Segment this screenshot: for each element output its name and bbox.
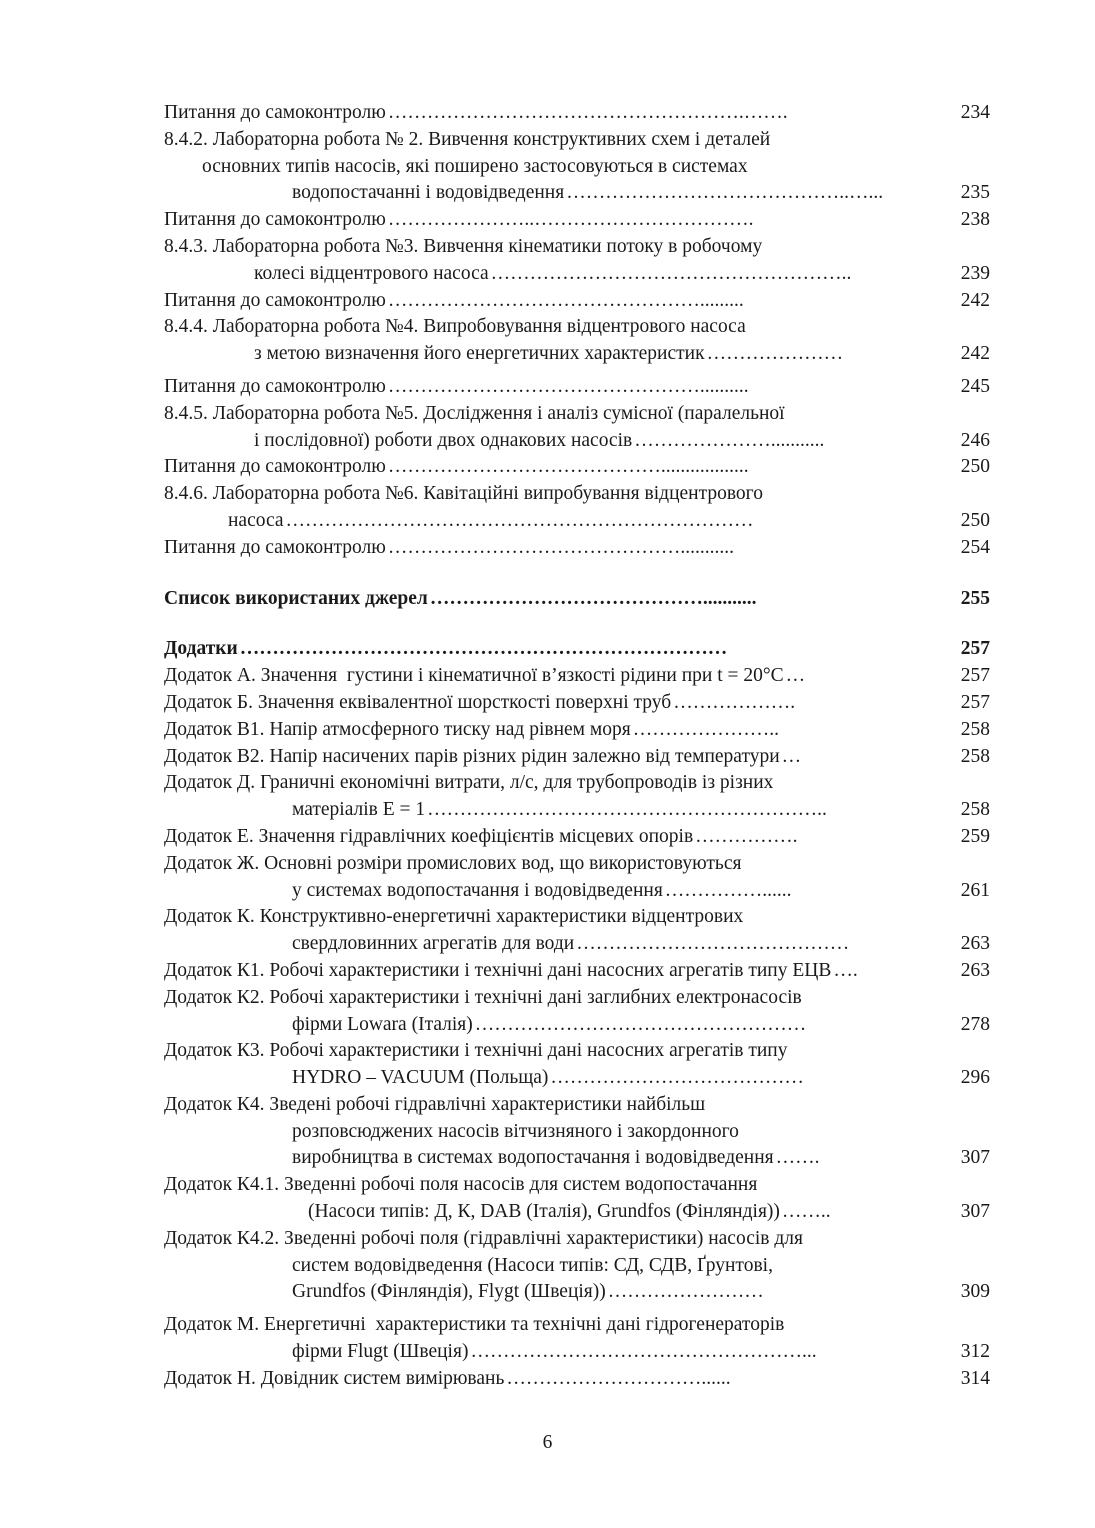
toc-entry[interactable] [164,1366,990,1393]
toc-page-number: 263 [960,959,990,981]
toc-leader-dots: … [781,745,802,767]
toc-line [164,1119,990,1146]
toc-leader-dots: ……………………………………........... [429,587,757,609]
toc-line [164,663,990,690]
toc-page-number: 258 [960,718,990,740]
toc-entry-title: Додаток К2. Робочі характеристики і технічні дані заглибних електронасосів [164,986,802,1008]
toc-leader-dots: ……………………………………..…... [566,182,884,204]
toc-entry[interactable] [164,1038,990,1092]
toc-leader-dots: …. [833,959,858,981]
toc-entry[interactable] [164,824,990,851]
toc-line [164,535,990,562]
toc-line [164,207,990,234]
toc-leader-dots: ……………………………………………….. [490,262,852,284]
table-of-contents [164,100,990,1393]
toc-page-number: 238 [960,209,990,231]
toc-line [164,717,990,744]
toc-entry-title: Додаток Б. Значення еквівалентної шорсткості поверхні труб [164,691,672,713]
toc-page-number: 239 [960,262,990,284]
toc-entry-title: Додаток К3. Робочі характеристики і технічні дані насосних агрегатів типу [164,1040,788,1062]
toc-line [164,1172,990,1199]
toc-line [164,636,990,663]
toc-entry-title: насоса [228,509,284,531]
toc-entry-title: (Насоси типів: Д, К, DAB (Італія), Grundfos (Фінляндія)) [308,1201,780,1223]
toc-entry-title: Додаток К. Конструктивно-енергетичні характеристики відцентрових [164,906,744,928]
toc-entry[interactable] [164,1226,990,1306]
toc-entry-title: з метою визначення його енергетичних характеристик [254,343,705,365]
toc-leader-dots: ………………………………………………………………… [239,638,728,660]
toc-entry-title: систем водовідведення (Насоси типів: СД, СДВ, Ґрунтові, [292,1254,773,1276]
toc-entry-title: Додаток Е. Значення гідравлічних коефіцієнтів місцевих опорів [164,825,694,847]
toc-entry-title: Питання до самоконтролю [164,375,386,397]
toc-leader-dots: … [785,665,806,687]
toc-entry-title: свердловинних агрегатів для води [292,933,575,955]
toc-entry-title: Додаток Д. Граничні економічні витрати, л/с, для трубопроводів із різних [164,772,774,794]
toc-entry[interactable] [164,985,990,1039]
toc-line [164,234,990,261]
toc-line [164,1339,990,1366]
toc-line [164,1226,990,1253]
toc-line [164,154,990,181]
toc-line [164,1092,990,1119]
toc-entry[interactable] [164,1172,990,1226]
toc-page-number: 257 [960,665,990,687]
toc-entry-title: фірми Lowara (Італія) [292,1013,473,1035]
toc-entry-title: 8.4.2. Лабораторна робота № 2. Вивчення конструктивних схем і деталей [164,128,771,150]
toc-line [164,1145,990,1172]
toc-page-number: 307 [960,1201,990,1223]
toc-leader-dots: ………………… [706,343,844,365]
toc-line [164,824,990,851]
toc-entry-title: Додатки [164,638,238,660]
toc-leader-dots: ……. [775,1147,820,1169]
toc-entry-title: Список використаних джерел [164,587,428,609]
toc-leader-dots: ……………………………………………... [470,1341,817,1363]
toc-entry[interactable] [164,454,990,481]
toc-page-number: 258 [960,745,990,767]
toc-line [164,586,990,613]
toc-entry-title: Додаток К4. Зведені робочі гідравлічні характеристики найбільш [164,1093,706,1115]
toc-entry[interactable] [164,207,990,234]
toc-entry[interactable] [164,100,990,127]
toc-entry[interactable] [164,535,990,562]
toc-entry[interactable] [164,481,990,535]
toc-leader-dots: …………………..……………………………. [387,209,754,231]
toc-entry[interactable] [164,234,990,288]
toc-entry-title: основних типів насосів, які поширено застосовуються в системах [202,155,748,177]
toc-page-number: 312 [960,1341,990,1363]
toc-page-number: 263 [960,933,990,955]
toc-page-number: 278 [960,1013,990,1035]
toc-line [164,931,990,958]
toc-leader-dots: ……………...... [664,879,792,901]
toc-leader-dots: ……………………………………………….……. [387,102,788,123]
toc-page-number: 314 [960,1367,990,1389]
toc-line [164,1253,990,1280]
toc-entry-title: 8.4.3. Лабораторна робота №3. Вивчення кінематики потоку в робочому [164,235,763,257]
toc-leader-dots: …………………………………………......... [387,289,744,311]
toc-page-number: 255 [960,587,990,609]
toc-entry-title: Питання до самоконтролю [164,102,386,123]
toc-page-number: 257 [960,691,990,713]
toc-line [164,958,990,985]
toc-entry[interactable] [164,636,990,663]
toc-entry-title: Додаток Н. Довідник систем вимірювань [164,1367,505,1389]
toc-entry[interactable] [164,1312,990,1366]
toc-entry-title: і послідовної) роботи двох однакових насосів [254,429,633,451]
toc-line [164,1199,990,1226]
toc-entry-title: розповсюджених насосів вітчизняного і закордонного [292,1120,739,1142]
toc-line [164,428,990,455]
toc-page-number: 250 [960,456,990,478]
toc-entry-title: Додаток А. Значення густини і кінематичної в’язкості рідини при t = 20°С [164,665,784,687]
toc-line [164,797,990,824]
toc-line [164,1279,990,1306]
toc-line [164,985,990,1012]
toc-line [164,1065,990,1092]
toc-line [164,1038,990,1065]
toc-entry[interactable] [164,663,990,690]
toc-page-number: 245 [960,375,990,397]
toc-entry-title: у системах водопостачання і водовідведення [292,879,663,901]
toc-entry-title: колесі відцентрового насоса [254,262,489,284]
toc-line [164,180,990,207]
toc-entry-title: 8.4.5. Лабораторна робота №5. Дослідження і аналіз сумісної (паралельної [164,402,785,424]
toc-page-number: 250 [960,509,990,531]
toc-entry-title: Grundfos (Фінляндія), Flygt (Швеція)) [292,1281,606,1303]
toc-page-number: 309 [960,1281,990,1303]
toc-line [164,1012,990,1039]
toc-entry[interactable] [164,770,990,824]
toc-page-number: 254 [960,536,990,558]
toc-entry-title: Додаток Ж. Основні розміри промислових вод, що використовуються [164,852,742,874]
toc-line [164,341,990,368]
toc-entry-title: Додаток К4.1. Зведенні робочі поля насосів для систем водопостачання [164,1174,758,1196]
toc-page-number: 257 [960,638,990,660]
toc-entry-title: 8.4.4. Лабораторна робота №4. Випробовування відцентрового насоса [164,316,746,338]
toc-line [164,878,990,905]
toc-entry[interactable] [164,288,990,315]
toc-entry[interactable] [164,374,990,401]
toc-page-number: 235 [960,182,990,204]
toc-entry-title: Додаток К4.2. Зведенні робочі поля (гідравлічні характеристики) насосів для [164,1227,803,1249]
toc-entry[interactable] [164,1092,990,1172]
toc-leader-dots: ……………………………………………………………… [285,509,754,531]
toc-page-number: 258 [960,799,990,821]
toc-line [164,508,990,535]
toc-line [164,481,990,508]
toc-line [164,744,990,771]
toc-line [164,314,990,341]
toc-page-number: 242 [960,289,990,311]
toc-page-number: 234 [960,102,990,123]
toc-entry-title: Питання до самоконтролю [164,456,386,478]
toc-entry[interactable] [164,127,990,207]
toc-line [164,127,990,154]
toc-leader-dots: …………………………...... [506,1367,731,1389]
toc-page-number: 307 [960,1147,990,1169]
toc-leader-dots: …………………………………… [576,933,850,955]
toc-page-number: 259 [960,825,990,847]
toc-entry-title: Питання до самоконтролю [164,289,386,311]
toc-entry-title: 8.4.6. Лабораторна робота №6. Кавітаційні випробування відцентрового [164,483,763,505]
toc-line [164,1366,990,1393]
toc-page-number: 242 [960,343,990,365]
toc-line [164,261,990,288]
toc-entry-title: матеріалів Е = 1 [292,799,426,821]
toc-entry[interactable] [164,958,990,985]
toc-entry[interactable] [164,717,990,744]
toc-leader-dots: …………………........... [634,429,825,451]
toc-leader-dots: …………………… [607,1281,764,1303]
toc-page-number: 246 [960,429,990,451]
page-number: 6 [542,1432,553,1453]
toc-entry-title: Питання до самоконтролю [164,536,386,558]
toc-line [164,851,990,878]
toc-leader-dots: …….. [781,1201,831,1223]
toc-entry-title: Питання до самоконтролю [164,209,386,231]
toc-entry[interactable] [164,851,990,905]
toc-entry[interactable] [164,690,990,717]
toc-entry-title: Додаток К1. Робочі характеристики і технічні дані насосних агрегатів типу ЕЦВ [164,959,832,981]
toc-leader-dots: ………………………………………........... [387,536,734,558]
toc-entry-title: Додаток В1. Напір атмосферного тиску над рівнем моря [164,718,631,740]
toc-line [164,288,990,315]
toc-entry-title: фірми Flugt (Швеція) [292,1341,469,1363]
toc-line [164,100,990,127]
toc-entry-title: Додаток В2. Напір насичених парів різних рідин залежно від температури [164,745,780,767]
toc-line [164,770,990,797]
toc-leader-dots: …………………………………….................. [387,456,749,478]
toc-leader-dots: …………………………………………… [474,1013,807,1035]
toc-line [164,1312,990,1339]
toc-entry-title: водопостачанні і водовідведення [292,182,565,204]
toc-entry-title: HYDRO – VACUUM (Польща) [292,1067,549,1089]
toc-leader-dots: ……………. [695,825,798,847]
toc-line [164,401,990,428]
toc-leader-dots: ………………………………………….......... [387,375,749,397]
toc-leader-dots: ………………………………… [550,1067,804,1089]
toc-line [164,454,990,481]
toc-entry[interactable] [164,401,990,455]
toc-entry[interactable] [164,904,990,958]
toc-leader-dots: ………………….. [632,718,779,740]
toc-page-number: 296 [960,1067,990,1089]
toc-leader-dots: ………………. [673,691,796,713]
toc-leader-dots: …………………………………………………….. [427,799,827,821]
toc-entry[interactable] [164,314,990,368]
toc-page-number: 261 [960,879,990,901]
toc-entry-title: виробництва в системах водопостачання і водовідведення [292,1147,774,1169]
toc-entry[interactable] [164,586,990,613]
toc-line [164,690,990,717]
toc-line [164,904,990,931]
toc-entry-title: Додаток М. Енергетичні характеристики та технічні дані гідрогенераторів [164,1314,785,1336]
toc-line [164,374,990,401]
toc-entry[interactable] [164,744,990,771]
